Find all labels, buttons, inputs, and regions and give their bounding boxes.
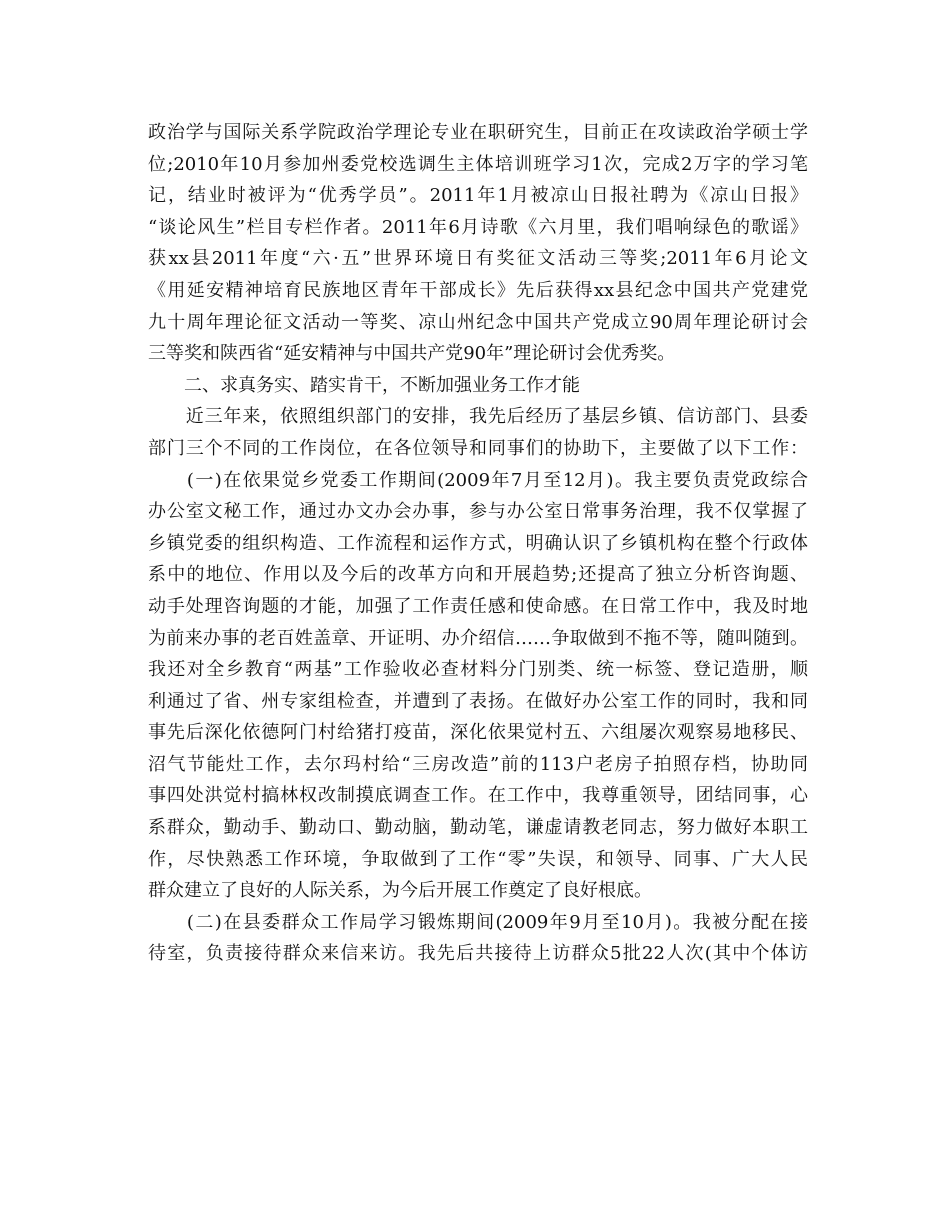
text-line: 乡镇党委的组织构造、工作流程和运作方式，明确认识了乡镇机构在整个行政体	[148, 532, 808, 554]
text-line: 办公室文秘工作，通过办文办会办事，参与办公室日常事务治理，我不仅掌握了	[148, 501, 808, 523]
text-line: 作，尽快熟悉工作环境，争取做到了工作“零”失误，和领导、同事、广大人民	[148, 848, 808, 870]
text-line: 九十周年理论征文活动一等奖、凉山州纪念中国共产党成立90周年理论研讨会	[148, 311, 808, 333]
text-line: 群众建立了良好的人际关系，为今后开展工作奠定了良好根底。	[148, 880, 652, 902]
text-line: 近三年来，依照组织部门的安排，我先后经历了基层乡镇、信访部门、县委	[148, 406, 808, 428]
text-line: 获xx县2011年度“六·五”世界环境日有奖征文活动三等奖;2011年6月论文	[148, 248, 808, 270]
text-line: 政治学与国际关系学院政治学理论专业在职研究生，目前正在攻读政治学硕士学	[148, 122, 808, 143]
text-line: 我还对全乡教育“两基”工作验收必查材料分门别类、统一标签、登记造册，顺	[148, 659, 808, 681]
text-line: 系群众，勤动手、勤动口、勤动脑，勤动笔，谦虚请教老同志，努力做好本职工	[148, 817, 808, 839]
text-line: 系中的地位、作用以及今后的改革方向和开展趋势;还提高了独立分析咨询题、	[148, 564, 808, 586]
text-line: 三等奖和陕西省“延安精神与中国共产党90年”理论研讨会优秀奖。	[148, 343, 676, 365]
text-line: (一)在依果觉乡党委工作期间(2009年7月至12月)。我主要负责党政综合	[148, 469, 808, 491]
body-text	[148, 117, 808, 970]
section-heading: 二、求真务实、踏实肯干，不断加强业务工作才能	[148, 374, 580, 396]
text-line: 利通过了省、州专家组检查，并遭到了表扬。在做好办公室工作的同时，我和同	[148, 690, 808, 712]
text-line: 事先后深化依德阿门村给猪打疫苗，深化依果觉村五、六组屡次观察易地移民、	[148, 722, 808, 744]
text-line: 位;2010年10月参加州委党校选调生主体培训班学习1次，完成2万字的学习笔	[148, 153, 808, 175]
text-line: 沼气节能灶工作，去尔玛村给“三房改造”前的113户老房子拍照存档，协助同	[148, 753, 808, 775]
text-line: 动手处理咨询题的才能，加强了工作责任感和使命感。在日常工作中，我及时地	[148, 595, 808, 617]
text-line: 待室，负责接待群众来信来访。我先后共接待上访群众5批22人次(其中个体访	[148, 943, 808, 965]
text-line: 事四处洪觉村搞林权改制摸底调查工作。在工作中，我尊重领导，团结同事，心	[148, 785, 808, 807]
text-line: 部门三个不同的工作岗位，在各位领导和同事们的协助下，主要做了以下工作：	[148, 437, 808, 459]
text-line: (二)在县委群众工作局学习锻炼期间(2009年9月至10月)。我被分配在接	[148, 911, 808, 933]
text-line: 记，结业时被评为“优秀学员”。2011年1月被凉山日报社聘为《凉山日报》	[148, 185, 808, 207]
text-line: “谈论风生”栏目专栏作者。2011年6月诗歌《六月里，我们唱响绿色的歌谣》	[148, 216, 808, 238]
text-line: 为前来办事的老百姓盖章、开证明、办介绍信……争取做到不拖不等，随叫随到。	[148, 627, 808, 649]
text-line: 《用延安精神培育民族地区青年干部成长》先后获得xx县纪念中国共产党建党	[148, 279, 808, 301]
